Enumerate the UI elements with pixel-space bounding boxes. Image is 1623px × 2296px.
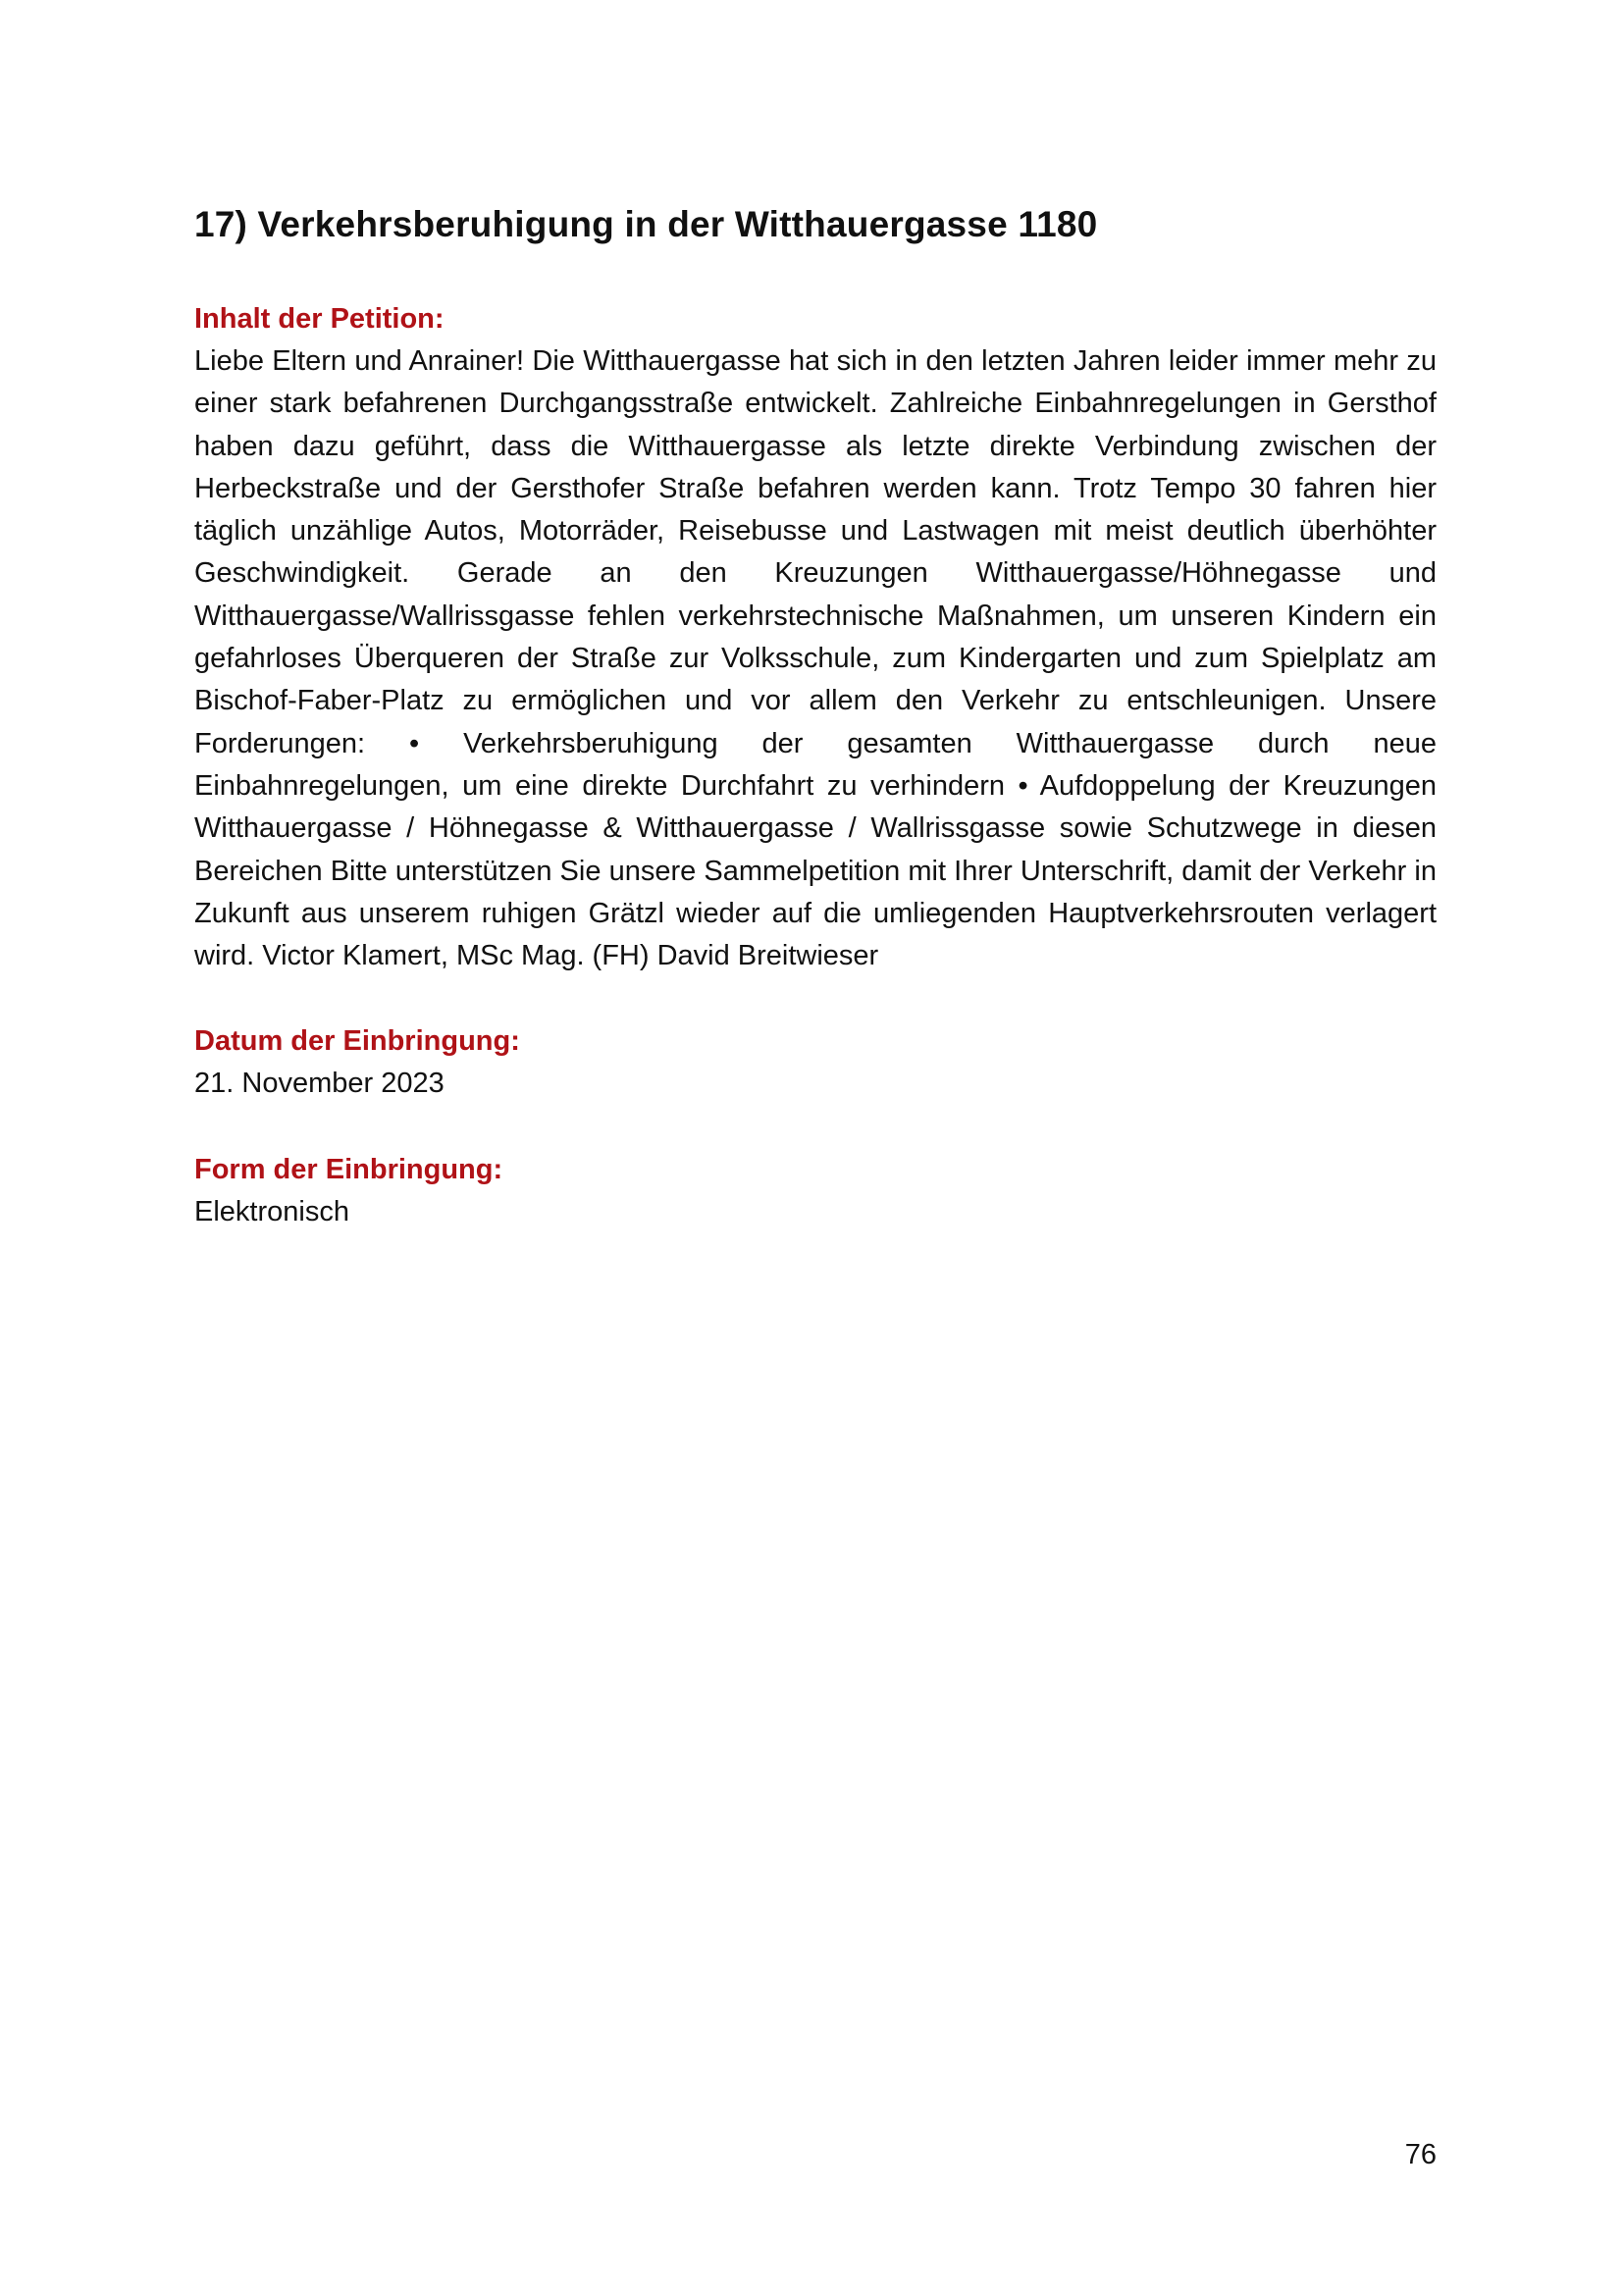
petition-content-heading: Inhalt der Petition: [194, 303, 445, 335]
submission-date-section [194, 1020, 1437, 1105]
submission-date-heading: Datum der Einbringung: [194, 1025, 520, 1058]
petition-content-section [194, 298, 1437, 977]
page-number: 76 [1404, 2139, 1437, 2170]
page-content [194, 196, 1437, 1233]
petition-content-text: Liebe Eltern und Anrainer! Die Witthauergasse hat sich in den letzten Jahren leider immer mehr zu einer stark befahrenen Durchgangsstraße entwickelt. Zahlreiche Einbahnregelungen in Gersthof haben dazu geführt, dass die Witthauergasse als letzte direkte Verbindung zwischen der Herbeckstraße und der Gersthofer Straße befahren werden kann. Trotz Tempo 30 fahren hier täglich unzählige Autos, Motorräder, Reisebusse und Lastwagen mit meist deutlich überhöhter Geschwindigkeit. Gerade an den Kreuzungen Witthauergasse/Höhnegasse und Witthauergasse/Wallrissgasse fehlen verkehrstechnische Maßnahmen, um unseren Kindern ein gefahrloses Überqueren der Straße zur Volksschule, zum Kindergarten und zum Spielplatz am Bischof-Faber-Platz zu ermöglichen und vor allem den Verkehr zu entschleunigen. Unsere Forderungen: • Verkehrsberuhigung der gesamten Witthauergasse durch neue Einbahnregelungen, um eine direkte Durchfahrt zu verhindern • Aufdoppelung der Kreuzungen Witthauergasse / Höhnegasse & Witthauergasse / Wallrissgasse sowie Schutzwege in diesen Bereichen Bitte unterstützen Sie unsere Sammelpetition mit Ihrer Unterschrift, damit der Verkehr in Zukunft aus unserem ruhigen Grätzl wieder auf die umliegenden Hauptverkehrsrouten verlagert wird. Victor Klamert, MSc Mag. (FH) David Breitwieser [194, 345, 1437, 972]
submission-form-value: Elektronisch [194, 1195, 349, 1227]
submission-form-heading: Form der Einbringung: [194, 1153, 503, 1185]
page-title: 17) Verkehrsberuhigung in der Witthauergasse 1180 [194, 204, 1098, 244]
submission-date-value: 21. November 2023 [194, 1068, 445, 1100]
submission-form-section [194, 1149, 1437, 1233]
